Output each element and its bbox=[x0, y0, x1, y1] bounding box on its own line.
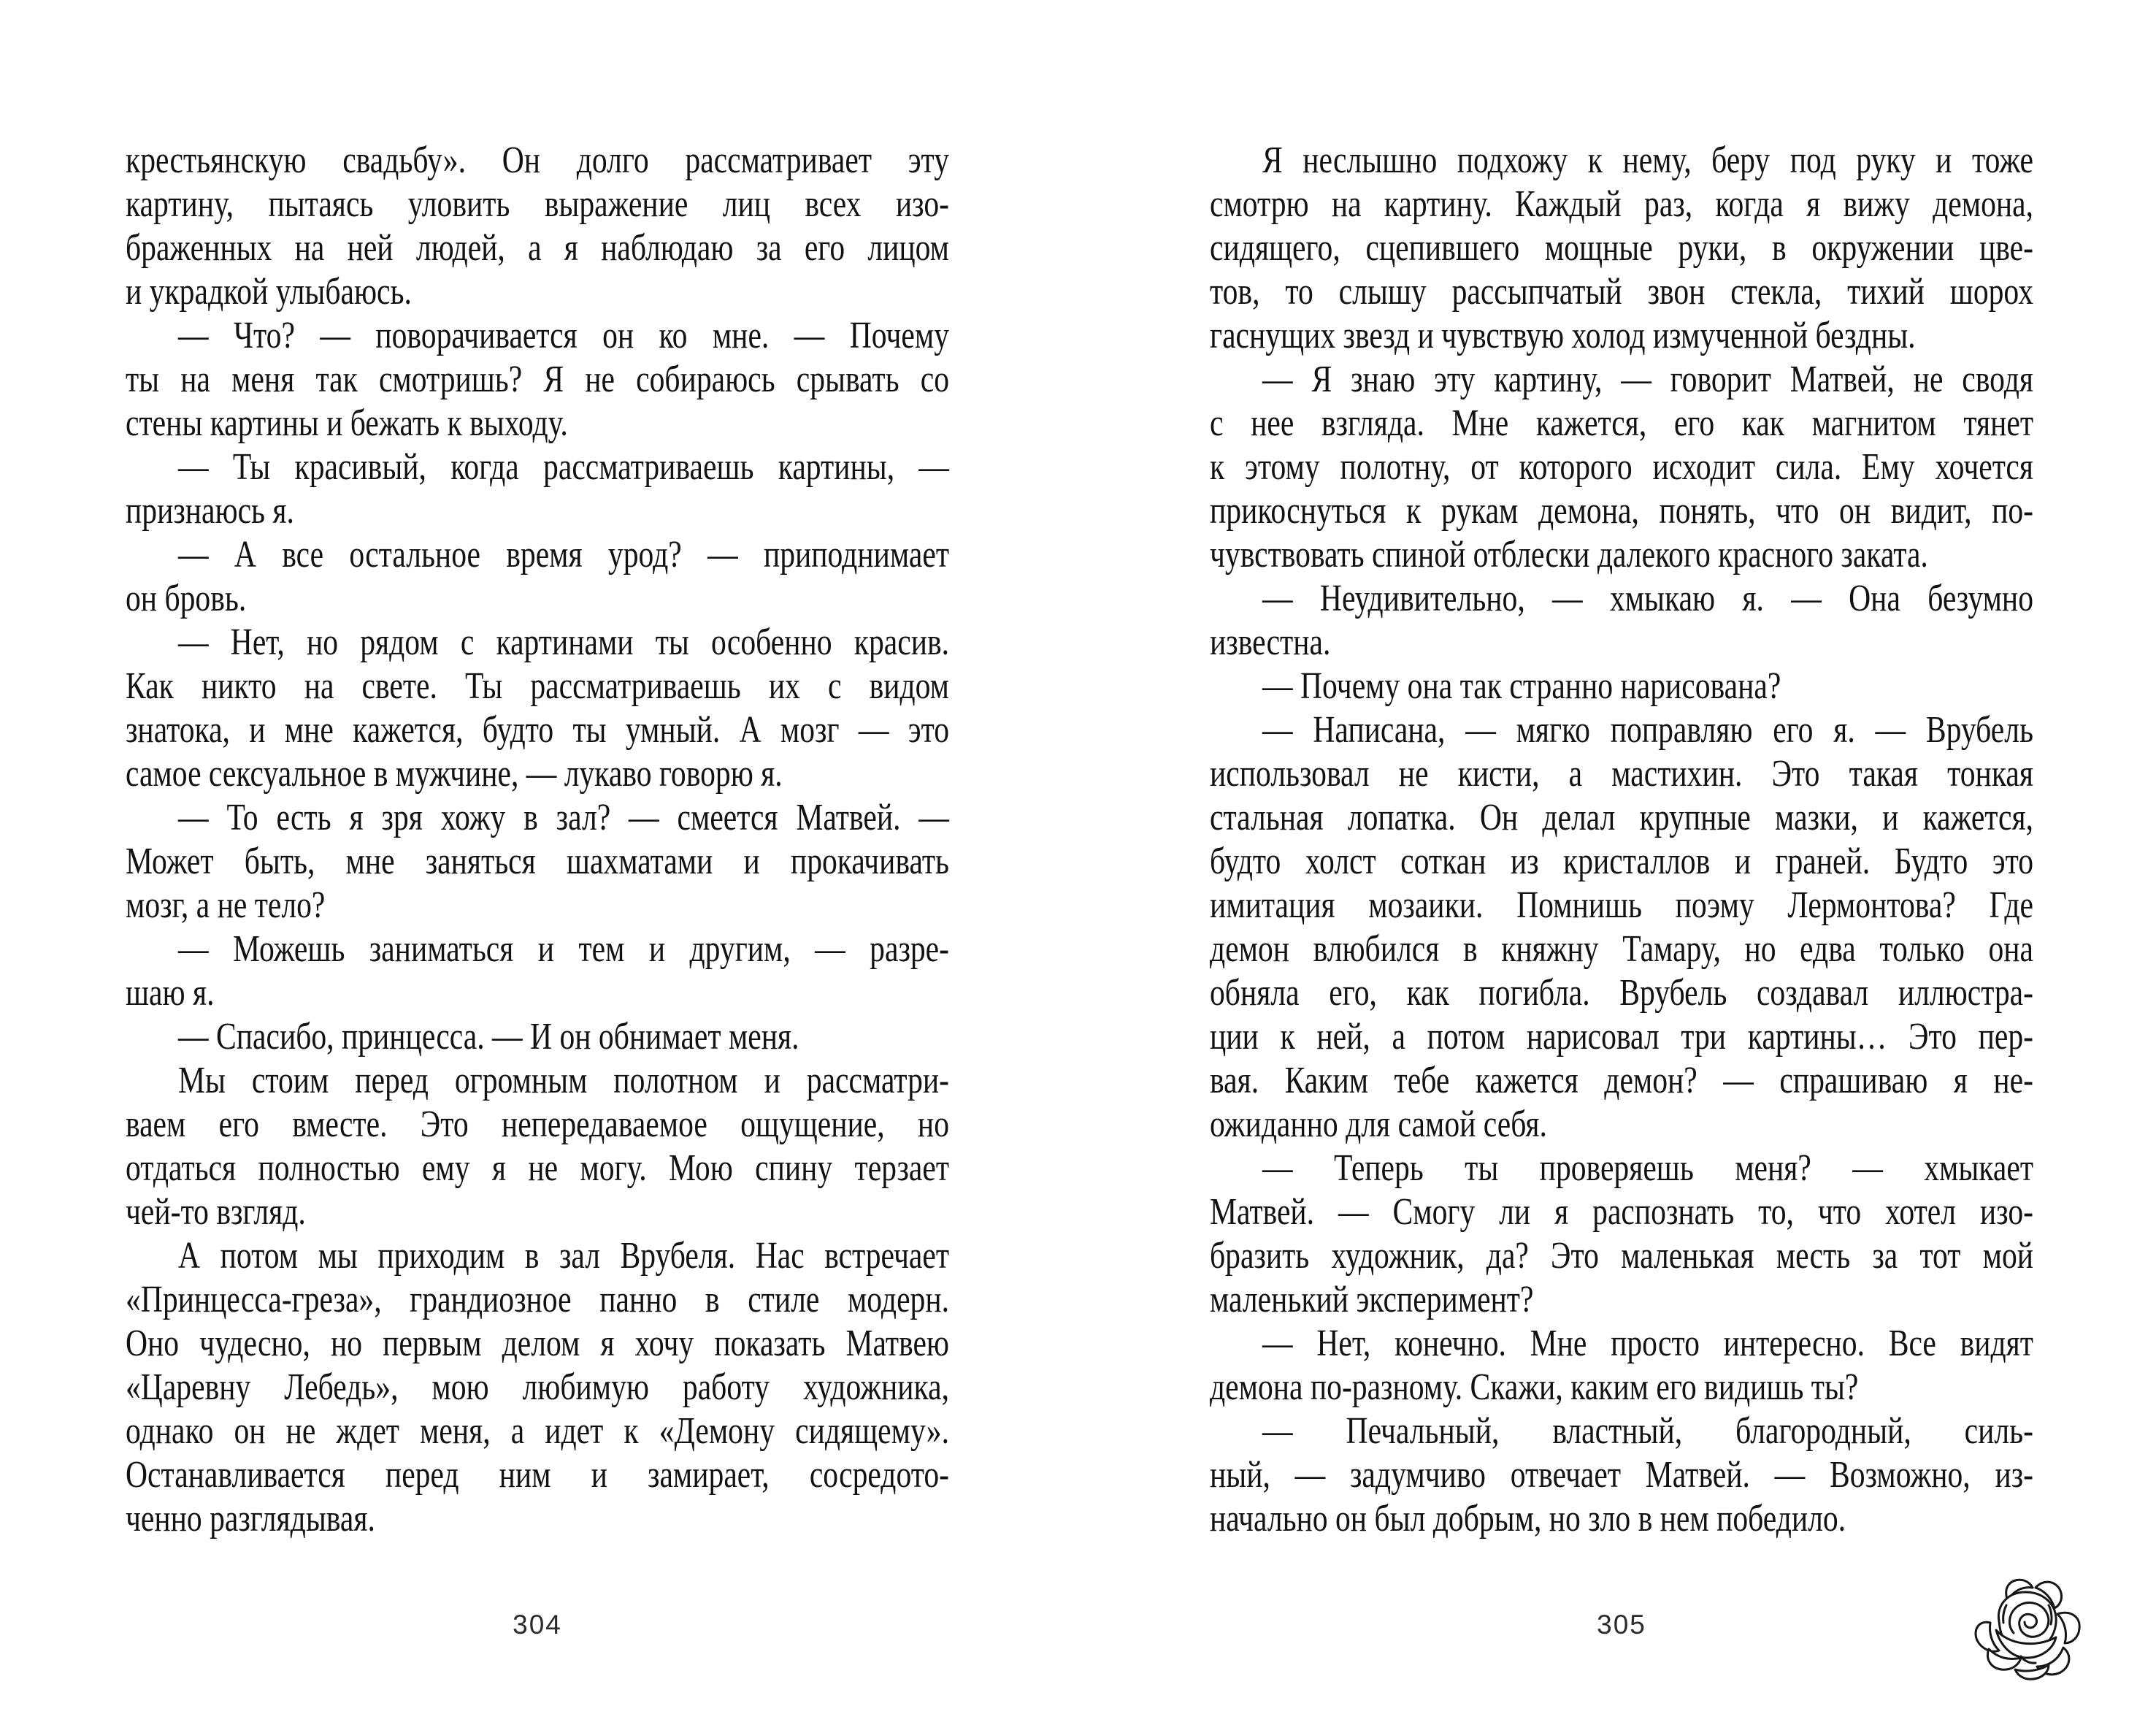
paragraph bbox=[1210, 665, 2033, 708]
text-line: к этому полотну, от которого исходит сила. Ему хочется bbox=[1210, 446, 2033, 488]
paragraph bbox=[126, 533, 949, 621]
paragraph bbox=[1210, 1410, 2033, 1541]
text-line: стены картины и бежать к выходу. bbox=[126, 402, 568, 444]
text-line: картину, пытаясь уловить выражение лиц всех изо- bbox=[126, 183, 949, 225]
text-line: начально он был добрым, но зло в нем победило. bbox=[1210, 1498, 1846, 1540]
text-line: использовал не кисти, а мастихин. Это такая тонкая bbox=[1210, 753, 2033, 795]
paragraph bbox=[126, 1015, 949, 1059]
text-line: Может быть, мне заняться шахматами и прокачивать bbox=[126, 841, 949, 882]
text-line: признаюсь я. bbox=[126, 490, 294, 532]
text-line: имитация мозаики. Помнишь поэму Лермонтова? Где bbox=[1210, 884, 2033, 926]
text-line: — Теперь ты проверяешь меня? — хмыкает bbox=[1262, 1147, 2033, 1189]
text-line: — Ты красивый, когда рассматриваешь картины, — bbox=[178, 446, 949, 488]
text-line: чей-то взгляд. bbox=[126, 1191, 306, 1233]
paragraph bbox=[1210, 139, 2033, 358]
paragraph bbox=[126, 445, 949, 533]
text-line: бразить художник, да? Это маленькая месть за тот мой bbox=[1210, 1235, 2033, 1277]
text-line: однако он не ждет меня, а идет к «Демону сидящему». bbox=[126, 1410, 949, 1452]
text-line: будто холст соткан из кристаллов и граней. Будто это bbox=[1210, 841, 2033, 882]
text-line: — Нет, конечно. Мне просто интересно. Все видят bbox=[1262, 1323, 2033, 1364]
paragraph bbox=[126, 314, 949, 445]
text-line: сидящего, сцепившего мощные руки, в окружении цве- bbox=[1210, 227, 2033, 269]
text-line: ченно разглядывая. bbox=[126, 1498, 375, 1540]
text-line: — Написана, — мягко поправляю его я. — Врубель bbox=[1262, 709, 2033, 751]
text-line: знатока, и мне кажется, будто ты умный. А мозг — это bbox=[126, 709, 949, 751]
text-line: и украдкой улыбаюсь. bbox=[126, 271, 412, 313]
paragraph bbox=[126, 796, 949, 927]
paragraph bbox=[126, 621, 949, 796]
paragraph bbox=[126, 139, 949, 314]
text-line: ции к ней, а потом нарисовал три картины… Это пер- bbox=[1210, 1016, 2033, 1057]
paragraph bbox=[1210, 358, 2033, 577]
paragraph bbox=[1210, 708, 2033, 1147]
text-line: маленький эксперимент? bbox=[1210, 1279, 1534, 1320]
rose-illustration bbox=[1970, 1575, 2090, 1683]
text-line: самое сексуальное в мужчине, — лукаво говорю я. bbox=[126, 753, 783, 795]
text-line: гаснущих звезд и чувствую холод измученной бездны. bbox=[1210, 315, 1916, 356]
paragraph bbox=[1210, 1322, 2033, 1410]
text-line: ваем его вместе. Это непередаваемое ощущение, но bbox=[126, 1104, 949, 1145]
text-line: с нее взгляда. Мне кажется, его как магнитом тянет bbox=[1210, 402, 2033, 444]
page-left-text-block bbox=[126, 139, 949, 1541]
text-line: — Печальный, властный, благородный, силь- bbox=[1262, 1410, 2033, 1452]
text-line: смотрю на картину. Каждый раз, когда я вижу демона, bbox=[1210, 183, 2033, 225]
paragraph bbox=[1210, 577, 2033, 665]
text-line: «Царевну Лебедь», мою любимую работу художника, bbox=[126, 1366, 949, 1408]
text-line: — Можешь заниматься и тем и другим, — разре- bbox=[178, 928, 949, 970]
text-line: — А все остальное время урод? — приподнимает bbox=[178, 534, 949, 575]
paragraph bbox=[126, 927, 949, 1015]
text-line: шаю я. bbox=[126, 972, 215, 1014]
page-number-right: 305 bbox=[1597, 1610, 1646, 1640]
text-line: отдаться полностью ему я не могу. Мою спину терзает bbox=[126, 1147, 949, 1189]
text-line: ты на меня так смотришь? Я не собираюсь срывать со bbox=[126, 359, 949, 400]
text-line: — Спасибо, принцесса. — И он обнимает меня. bbox=[178, 1016, 799, 1057]
text-line: — Что? — поворачивается он ко мне. — Почему bbox=[178, 315, 949, 356]
text-line: браженных на ней людей, а я наблюдаю за его лицом bbox=[126, 227, 949, 269]
text-line: демон влюбился в княжну Тамару, но едва только она bbox=[1210, 928, 2033, 970]
text-line: Оно чудесно, но первым делом я хочу показать Матвею bbox=[126, 1323, 949, 1364]
text-line: Как никто на свете. Ты рассматриваешь их с видом bbox=[126, 665, 949, 707]
text-line: «Принцесса-греза», грандиозное панно в стиле модерн. bbox=[126, 1279, 949, 1320]
text-line: — Нет, но рядом с картинами ты особенно красив. bbox=[178, 621, 949, 663]
text-line: ный, — задумчиво отвечает Матвей. — Возможно, из- bbox=[1210, 1454, 2033, 1496]
text-line: демона по-разному. Скажи, каким его видишь ты? bbox=[1210, 1366, 1859, 1408]
paragraph bbox=[1210, 1147, 2033, 1322]
text-line: — Почему она так странно нарисована? bbox=[1262, 665, 1781, 707]
text-line: тов, то слышу рассыпчатый звон стекла, тихий шорох bbox=[1210, 271, 2033, 313]
text-line: — Неудивительно, — хмыкаю я. — Она безумно bbox=[1262, 578, 2033, 619]
text-line: Я неслышно подхожу к нему, беру под руку и тоже bbox=[1262, 139, 2033, 181]
text-line: Останавливается перед ним и замирает, сосредото- bbox=[126, 1454, 949, 1496]
page-right-text-block bbox=[1210, 139, 2033, 1541]
text-line: крестьянскую свадьбу». Он долго рассматривает эту bbox=[126, 139, 949, 181]
text-line: стальная лопатка. Он делал крупные мазки, и кажется, bbox=[1210, 797, 2033, 838]
text-line: вая. Каким тебе кажется демон? — спрашиваю я не- bbox=[1210, 1060, 2033, 1101]
text-line: прикоснуться к рукам демона, понять, что он видит, по- bbox=[1210, 490, 2033, 532]
text-line: — То есть я зря хожу в зал? — смеется Матвей. — bbox=[178, 797, 949, 838]
text-line: обняла его, как погибла. Врубель создавал иллюстра- bbox=[1210, 972, 2033, 1014]
text-line: А потом мы приходим в зал Врубеля. Нас встречает bbox=[178, 1235, 949, 1277]
text-line: известна. bbox=[1210, 621, 1331, 663]
text-line: — Я знаю эту картину, — говорит Матвей, не сводя bbox=[1262, 359, 2033, 400]
text-line: Матвей. — Смогу ли я распознать то, что хотел изо- bbox=[1210, 1191, 2033, 1233]
paragraph bbox=[126, 1059, 949, 1234]
text-line: Мы стоим перед огромным полотном и рассматри- bbox=[178, 1060, 949, 1101]
text-line: мозг, а не тело? bbox=[126, 884, 326, 926]
paragraph bbox=[126, 1234, 949, 1541]
page-number-left: 304 bbox=[513, 1610, 562, 1640]
text-line: он бровь. bbox=[126, 578, 247, 619]
text-line: ожиданно для самой себя. bbox=[1210, 1104, 1547, 1145]
text-line: чувствовать спиной отблески далекого красного заката. bbox=[1210, 534, 1928, 575]
